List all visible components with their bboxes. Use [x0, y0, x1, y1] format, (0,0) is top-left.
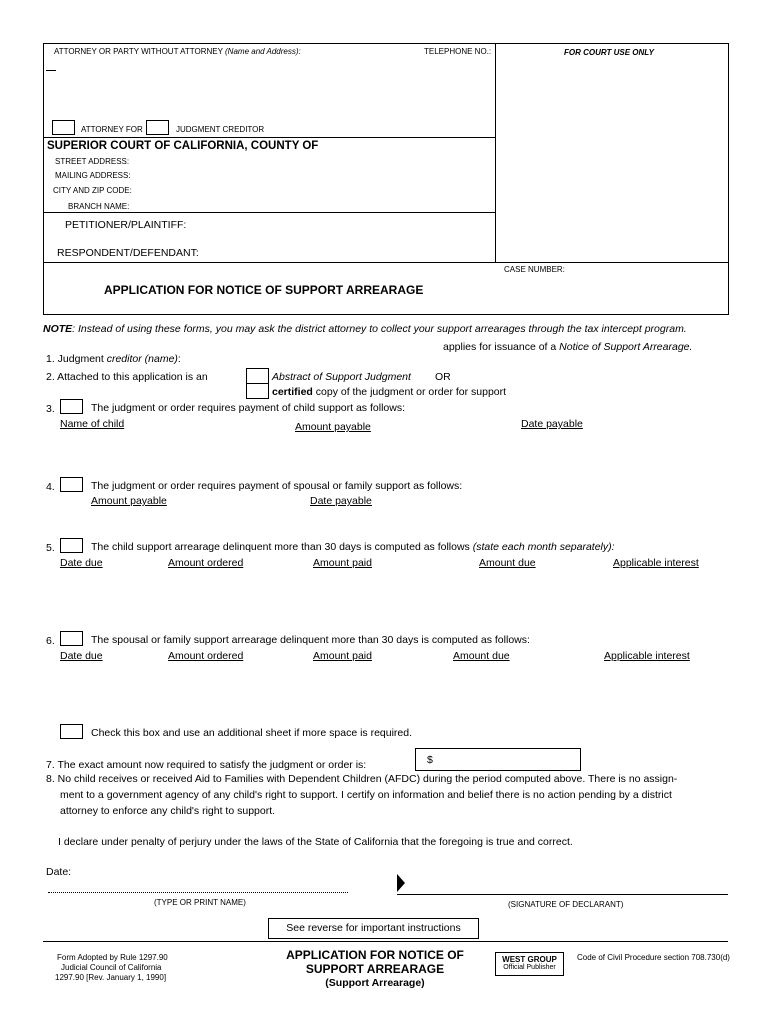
publisher-box — [495, 952, 564, 976]
additional-sheet-checkbox[interactable] — [60, 724, 83, 739]
item5-checkbox[interactable] — [60, 538, 83, 553]
certified-label: certified copy of the judgment or order for support — [272, 386, 507, 398]
signature-label: (SIGNATURE OF DECLARANT) — [508, 900, 624, 909]
item6-checkbox[interactable] — [60, 631, 83, 646]
item5-col-interest: Applicable interest — [613, 557, 699, 569]
court-title: SUPERIOR COURT OF CALIFORNIA, COUNTY OF — [47, 140, 319, 152]
header-box — [43, 43, 729, 315]
item3-col-date: Date payable — [521, 418, 583, 430]
case-number-label: CASE NUMBER: — [504, 265, 565, 274]
petitioner-label: PETITIONER/PLAINTIFF: — [65, 219, 187, 231]
item5-col-paid: Amount paid — [313, 557, 372, 569]
item3-text: The judgment or order requires payment of child support as follows: — [91, 402, 405, 414]
adopted-line1: Form Adopted by Rule 1297.90 — [57, 953, 168, 962]
footer-title-line2: SUPPORT ARREARAGE — [305, 962, 445, 976]
court-use-label: FOR COURT USE ONLY — [564, 48, 654, 57]
amount-field[interactable] — [415, 748, 581, 771]
attorney-for-checkbox[interactable] — [52, 120, 75, 135]
street-address-label: STREET ADDRESS: — [55, 157, 130, 166]
divider-title — [43, 262, 728, 263]
item6-num: 6. — [46, 635, 55, 647]
note: NOTE: Instead of using these forms, you may ask the district attorney to collect your support arrearages through the tax intercept program. — [43, 323, 687, 335]
city-zip-label: CITY AND ZIP CODE: — [53, 186, 132, 195]
item6-col-due: Amount due — [453, 650, 510, 662]
declaration: I declare under penalty of perjury under the laws of the State of California that the foregoing is true and correct. — [58, 836, 573, 848]
item4-text: The judgment or order requires payment of spousal or family support as follows: — [91, 480, 463, 492]
item2-text: 2. Attached to this application is an — [46, 371, 208, 383]
form-title: APPLICATION FOR NOTICE OF SUPPORT ARREARAGE — [104, 283, 424, 297]
item8-line3: attorney to enforce any child's right to support. — [60, 805, 276, 817]
reverse-note — [268, 918, 479, 939]
item4-num: 4. — [46, 481, 55, 493]
mailing-address-label: MAILING ADDRESS: — [55, 171, 131, 180]
item1-judgment-creditor: 1. Judgment creditor (name): — [46, 353, 181, 365]
applies-text: applies for issuance of a Notice of Support Arrearage. — [443, 341, 693, 353]
court-use-divider — [495, 43, 496, 262]
item5-col-ordered: Amount ordered — [168, 557, 244, 569]
publisher-sub: Official Publisher — [503, 964, 556, 971]
footer-title-line1: APPLICATION FOR NOTICE OF — [286, 948, 464, 962]
attorney-for-label: ATTORNEY FOR — [81, 125, 143, 134]
item5-num: 5. — [46, 542, 55, 554]
item3-col-amount: Amount payable — [295, 421, 371, 433]
item8-line1: 8. No child receives or received Aid to Families with Dependent Children (AFDC) during the period computed above. There is no assign- — [46, 773, 678, 785]
item4-checkbox[interactable] — [60, 477, 83, 492]
reverse-note-text: See reverse for important instructions — [286, 922, 461, 934]
branch-name-label: BRANCH NAME: — [68, 202, 130, 211]
certified-checkbox[interactable] — [246, 383, 269, 399]
judgment-creditor-label: JUDGMENT CREDITOR — [176, 125, 265, 134]
item8-line2: ment to a government agency of any child's right to support. I certify on information and belief there is no action pending by a district — [60, 789, 672, 801]
adopted-line2: Judicial Council of California — [61, 963, 162, 972]
signature-arrow-icon — [397, 874, 405, 892]
item6-col-paid: Amount paid — [313, 650, 372, 662]
or-label: OR — [435, 371, 451, 383]
name-line[interactable] — [48, 892, 348, 893]
divider-court — [43, 137, 496, 138]
item7-text: 7. The exact amount now required to satisfy the judgment or order is: — [46, 759, 367, 771]
item5-text: The child support arrearage delinquent more than 30 days is computed as follows (state each month separately): — [91, 541, 615, 553]
abstract-label: Abstract of Support Judgment — [272, 371, 411, 383]
telephone-label: TELEPHONE NO.: — [424, 47, 492, 56]
item6-col-date-due: Date due — [60, 650, 103, 662]
item4-col-date: Date payable — [310, 495, 372, 507]
attorney-label: ATTORNEY OR PARTY WITHOUT ATTORNEY (Name and Address): — [54, 47, 301, 56]
footer-subtitle: (Support Arrearage) — [325, 977, 425, 989]
item3-num: 3. — [46, 403, 55, 415]
currency-symbol: $ — [427, 754, 433, 766]
item5-col-due: Amount due — [479, 557, 536, 569]
type-print-label: (TYPE OR PRINT NAME) — [154, 898, 246, 907]
item3-col-name: Name of child — [60, 418, 125, 430]
signature-line[interactable] — [397, 894, 728, 895]
item5-col-date-due: Date due — [60, 557, 103, 569]
additional-sheet-text: Check this box and use an additional sheet if more space is required. — [91, 727, 413, 739]
name-mark — [46, 70, 56, 71]
judgment-creditor-checkbox[interactable] — [146, 120, 169, 135]
item6-col-ordered: Amount ordered — [168, 650, 244, 662]
divider-parties — [43, 212, 496, 213]
item4-col-amount: Amount payable — [91, 495, 167, 507]
adopted-line3: 1297.90 [Rev. January 1, 1990] — [55, 973, 167, 982]
code-ref: Code of Civil Procedure section 708.730(d) — [577, 953, 730, 962]
item6-col-interest: Applicable interest — [604, 650, 690, 662]
footer-rule — [43, 941, 728, 942]
item6-text: The spousal or family support arrearage delinquent more than 30 days is computed as follows: — [91, 634, 530, 646]
date-label: Date: — [46, 866, 72, 878]
publisher-name: WEST GROUP — [502, 955, 557, 964]
abstract-checkbox[interactable] — [246, 368, 269, 384]
item3-checkbox[interactable] — [60, 399, 83, 414]
respondent-label: RESPONDENT/DEFENDANT: — [57, 247, 199, 259]
